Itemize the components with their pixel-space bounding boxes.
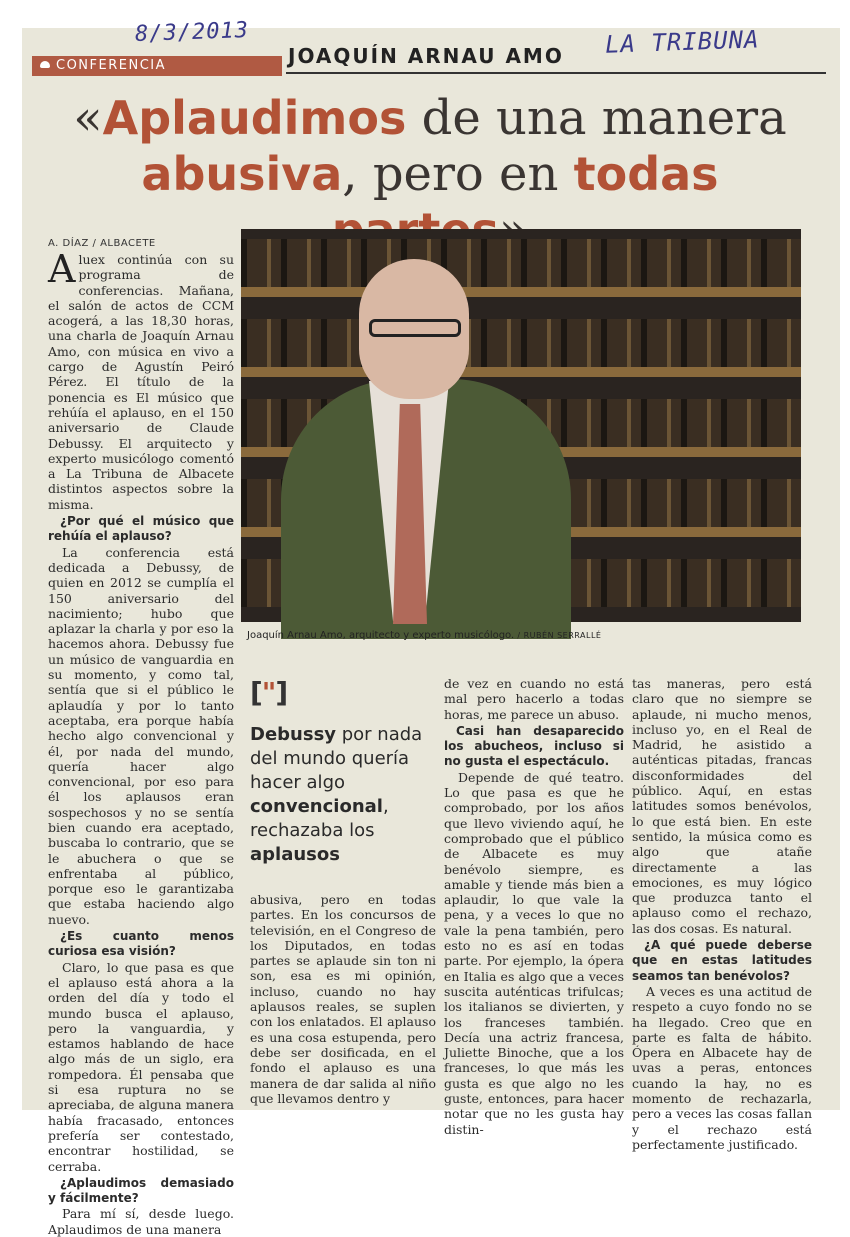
interview-question: ¿Es cuanto menos curiosa esa visión? xyxy=(48,929,234,959)
paragraph: Claro, lo que pasa es que el aplauso está ahora a la orden del día y todo el mundo busca el aplauso, pero la vanguardia, y estamos hablando de hace algo más de un siglo, era rompedora. Él pensaba que si esa ruptura no se apreciaba, de alguna manera había fracasado, entonces prefería ser contestado, encontrar hostilidad, se cerraba. xyxy=(48,959,234,1174)
headline-highlight-3: todas xyxy=(573,147,719,201)
article-column-1 xyxy=(48,247,234,1237)
pq-bold: convencional xyxy=(250,796,383,817)
drop-cap: A xyxy=(48,247,76,291)
paragraph: de vez en cuando no está mal pero hacerlo a todas horas, me parece un abuso. xyxy=(444,676,624,722)
section-label: CONFERENCIA xyxy=(56,58,167,73)
headline-highlight-2: abusiva xyxy=(141,147,343,201)
caption-text: Joaquín Arnau Amo, arquitecto y experto musicólogo. xyxy=(247,630,515,641)
pull-quote xyxy=(250,676,435,867)
paragraph: A veces es una actitud de respeto a cuyo fondo no se ha llegado. Creo que en parte es falta de hábito. Ópera en Albacete hay de uvas a peras, entonces cuando la hay, no es momento de rechazarla, pero a veces las cosas fallan y el rechazo está perfectamente justificado. xyxy=(632,983,812,1152)
bookshelf-row xyxy=(241,239,801,287)
paragraph xyxy=(48,247,234,512)
bookshelf-row xyxy=(241,319,801,367)
shelf xyxy=(241,367,801,377)
handwritten-source: LA TRIBUNA xyxy=(604,25,760,59)
article-photo xyxy=(241,229,801,622)
person-glasses xyxy=(369,319,461,337)
quote-bracket: ] xyxy=(275,676,288,709)
headline-open-quote: « xyxy=(73,90,103,146)
quote-bracket: [ xyxy=(250,676,262,709)
byline: A. DÍAZ / ALBACETE xyxy=(48,238,156,249)
pq-regular: por nada del mundo quería hacer algo xyxy=(250,724,423,793)
paragraph: abusiva, pero en todas partes. En los concursos de televisión, en el Congreso de los Diputados, en todas partes se aplaude sin ton ni son, esa es mi opinión, incluso, cuando no hay aplausos reales, se suplen con los enlatados. El aplauso es una cosa estupenda, pero debe ser dosificada, en el fondo el aplauso es una manera de dar salida al niño que llevamos dentro y xyxy=(250,892,436,1106)
interview-question: Casi han desaparecido los abucheos, incluso si no gusta el espectáculo. xyxy=(444,723,624,769)
pq-regular: , rechazaba los xyxy=(250,796,389,841)
photo-caption xyxy=(247,630,601,641)
headline-text-1: de una manera xyxy=(406,90,787,146)
section-tag xyxy=(32,56,282,76)
paragraph: Para mí sí, desde luego. Aplaudimos de una manera xyxy=(48,1206,234,1237)
section-icon xyxy=(40,61,50,68)
pq-bold: aplausos xyxy=(250,844,340,865)
header-rule xyxy=(286,72,826,74)
shelf xyxy=(241,287,801,297)
article-column-3 xyxy=(444,676,624,1137)
paragraph: La conferencia está dedicada a Debussy, de quien en 2012 se cumplía el 150 aniversario del nacimiento; hubo que aplazar la charla y por eso la hacemos ahora. Debussy fue un músico de vanguardia en su momento, y como tal, sentía que si el público le aplaudía y por lo tanto aceptaba, era porque había hecho algo convencional y él, por nada del mundo, quería hacer algo convencional, por eso para él los aplausos eran sospechosos y no se sentía bien cuando era aceptado, buscaba lo contrario, que se le abuchera o que se enfrentaba al público, porque eso le garantizaba que estaba haciendo algo nuevo. xyxy=(48,544,234,927)
article-column-2 xyxy=(250,892,436,1104)
interview-question: ¿A qué puede deberse que en estas latitudes seamos tan benévolos? xyxy=(632,938,812,983)
interviewee-name: JOAQUÍN ARNAU AMO xyxy=(288,44,564,68)
interview-question: ¿Por qué el músico que rehúía el aplauso? xyxy=(48,514,234,544)
paragraph: Depende de qué teatro. Lo que pasa es que he comprobado, por los años que llevo viviendo aquí, he comprobado que el público de Albacete es muy benévolo siempre, es amable y tiende más bien a aplaudir, lo que vale la pena, y a veces lo que no vale la pena también, pero esto no es así en todas parte. Por ejemplo, la ópera en Italia es algo que a veces suscita auténticas trifulcas; los italianos se divierten, y los franceses también. Decía una actriz francesa, Juliette Binoche, que a los franceses, lo que más les gusta es que algo no les guste, entonces, para hacer notar que no les gusta hay distin- xyxy=(444,769,624,1137)
pull-quote-text xyxy=(250,723,435,867)
paragraph-text: luex continúa con su programa de conferencias. Mañana, el salón de actos de CCM acogerá, a las 18,30 horas, una charla de Joaquín Arnau Amo, con música en vivo a cargo de Agustín Peiró Pérez. El título de la ponencia es El músico que rehúía el aplauso, en el 150 aniversario de Claude Debussy. El arquitecto y experto musicólogo comentó a La Tribuna de Albacete distintos aspectos sobre la misma. xyxy=(48,252,234,512)
article-column-4 xyxy=(632,676,812,1152)
handwritten-date: 8/3/2013 xyxy=(134,18,250,47)
headline-text-2: , pero en xyxy=(342,146,574,202)
quote-glyph: " xyxy=(261,676,276,709)
interview-question: ¿Aplaudimos demasiado y fácilmente? xyxy=(48,1175,234,1206)
quote-mark-icon xyxy=(250,676,435,709)
paragraph: tas maneras, pero está claro que no siempre se aplaude, ni mucho menos, incluso yo, en el Real de Madrid, he asistido a auténticas pitadas, francas disconformidades del público. Aquí, en estas latitudes somos benévolos, lo que está bien. En este sentido, la música como es algo que atañe directamente a las emociones, es muy lógico que produzca tanto el aplauso como el rechazo, las dos cosas. Es natural. xyxy=(632,676,812,936)
pq-bold: Debussy xyxy=(250,724,337,745)
headline-highlight-1: Aplaudimos xyxy=(102,91,407,145)
photo-credit: / RUBÉN SERRALLÉ xyxy=(517,631,602,640)
